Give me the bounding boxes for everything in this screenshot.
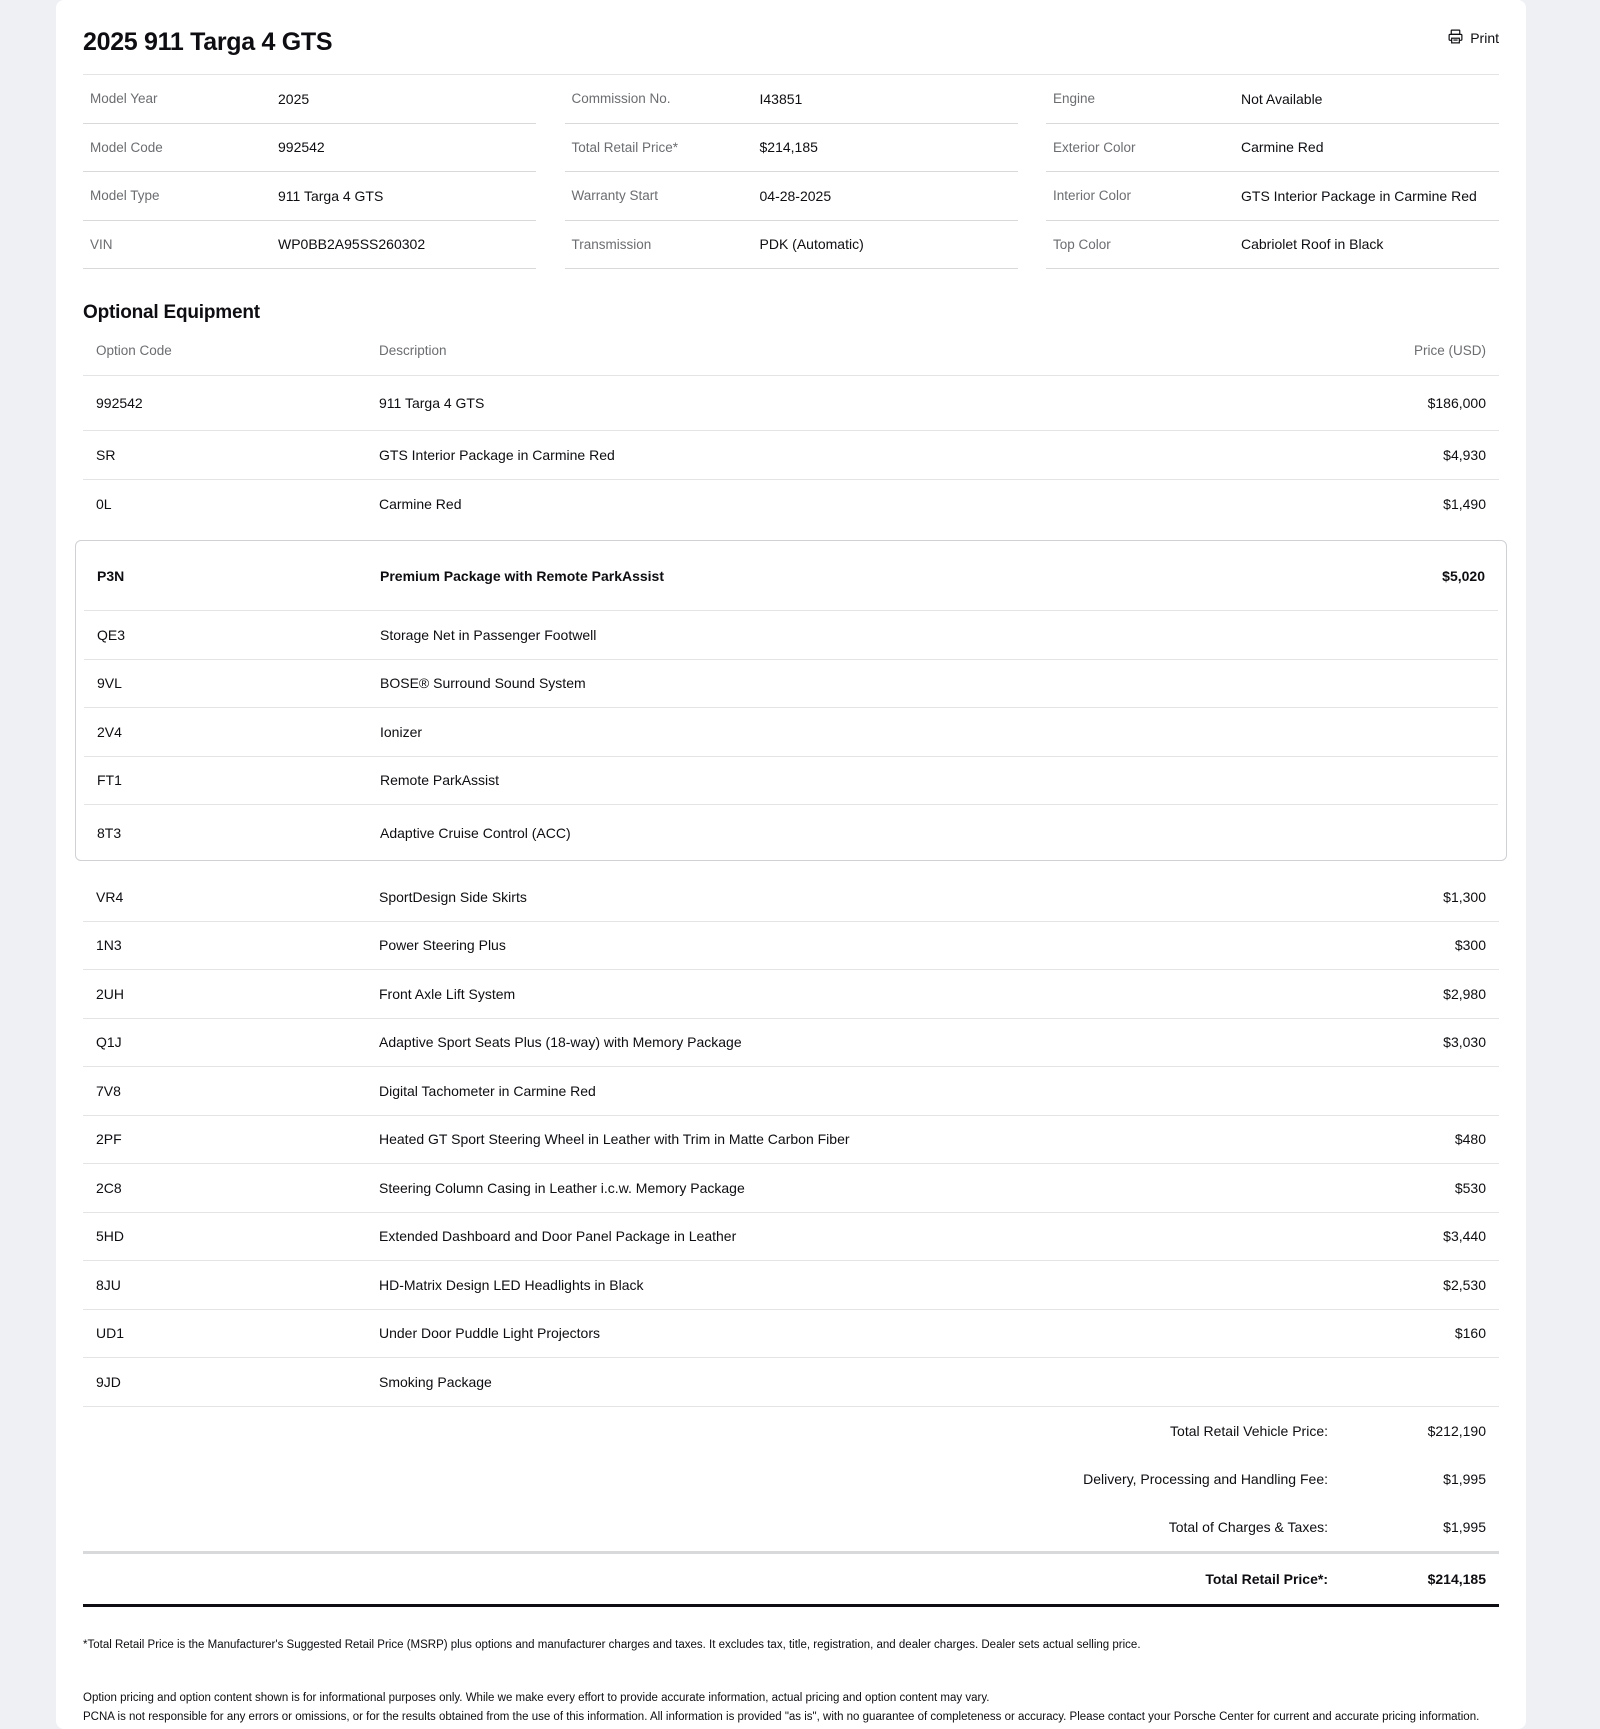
option-code: 1N3 <box>96 937 122 954</box>
option-price: $1,300 <box>1443 888 1486 905</box>
option-description: Power Steering Plus <box>379 937 506 954</box>
total-retail-price-row <box>96 1554 1486 1604</box>
printer-icon <box>1447 28 1464 48</box>
option-row <box>83 431 1499 480</box>
option-description: GTS Interior Package in Carmine Red <box>379 446 615 463</box>
delivery-fee-row <box>96 1455 1486 1503</box>
totals-section <box>83 1407 1499 1607</box>
total-charges-value: $1,995 <box>1443 1518 1486 1535</box>
option-code: Q1J <box>96 1034 122 1051</box>
package-item-code: 2V4 <box>97 723 122 740</box>
package-item-code: FT1 <box>97 772 122 789</box>
option-code: 7V8 <box>96 1082 121 1099</box>
option-description: Digital Tachometer in Carmine Red <box>379 1082 596 1099</box>
package-group <box>75 540 1507 861</box>
spec-row <box>565 124 1018 173</box>
package-item-row <box>84 708 1498 757</box>
spec-label: Engine <box>1053 91 1096 107</box>
spec-value: 2025 <box>278 90 310 107</box>
package-item-row <box>84 757 1498 806</box>
total-vehicle-price-value: $212,190 <box>1427 1422 1486 1439</box>
option-code: UD1 <box>96 1325 125 1342</box>
option-row <box>83 376 1499 431</box>
option-row <box>83 1067 1499 1116</box>
total-charges-label: Total of Charges & Taxes: <box>1168 1518 1328 1535</box>
package-item-description: Ionizer <box>380 723 423 740</box>
spec-row <box>1046 172 1499 221</box>
total-vehicle-price-row <box>96 1407 1486 1455</box>
page-title: 2025 911 Targa 4 GTS <box>83 28 333 56</box>
option-price: $3,440 <box>1443 1228 1486 1245</box>
option-price: $2,980 <box>1443 985 1486 1002</box>
package-description: Premium Package with Remote ParkAssist <box>380 567 665 584</box>
options-rows-before <box>83 376 1499 528</box>
spec-value: Cabriolet Roof in Black <box>1241 236 1384 253</box>
spec-value: GTS Interior Package in Carmine Red <box>1241 187 1477 204</box>
option-description: Carmine Red <box>379 495 462 512</box>
option-row <box>83 970 1499 1019</box>
spec-value: PDK (Automatic) <box>759 236 864 253</box>
package-items <box>84 611 1498 860</box>
option-price: $1,490 <box>1443 495 1486 512</box>
package-price: $5,020 <box>1442 567 1485 584</box>
option-row <box>83 1358 1499 1407</box>
option-code: VR4 <box>96 888 124 905</box>
option-price: $160 <box>1454 1325 1486 1342</box>
package-item-row <box>84 805 1498 860</box>
option-description: Under Door Puddle Light Projectors <box>379 1325 601 1342</box>
option-description: Heated GT Sport Steering Wheel in Leather with Trim in Matte Carbon Fiber <box>379 1131 850 1148</box>
spec-label: Warranty Start <box>571 188 659 204</box>
spec-row <box>565 75 1018 124</box>
totals-bottom-rule <box>83 1604 1499 1607</box>
option-row <box>83 1310 1499 1359</box>
delivery-fee-label: Delivery, Processing and Handling Fee: <box>1083 1470 1328 1487</box>
package-item-description: Adaptive Cruise Control (ACC) <box>380 824 571 841</box>
option-description: SportDesign Side Skirts <box>379 888 527 905</box>
total-vehicle-price-label: Total Retail Vehicle Price: <box>1170 1422 1328 1439</box>
spec-value: 911 Targa 4 GTS <box>278 187 384 204</box>
option-price: $300 <box>1454 937 1486 954</box>
option-code: 992542 <box>96 395 143 411</box>
msrp-footnote: *Total Retail Price is the Manufacturer's Suggested Retail Price (MSRP) plus options and manufacturer charges and taxes. It excludes tax, title, registration, and dealer charges. Dealer sets actual selling price. <box>83 1638 1141 1651</box>
package-item-row <box>84 660 1498 709</box>
disclaimer-line-2: PCNA is not responsible for any errors or omissions, or for the results obtained from the use of this information. All information is provided "as is", with no guarantee of completeness or accuracy. Please contact your Porsche Center for current and accurate pricing information. <box>83 1710 1480 1723</box>
option-row <box>83 922 1499 971</box>
option-code: 9JD <box>96 1373 121 1390</box>
spec-row <box>83 221 536 270</box>
total-charges-row <box>96 1503 1486 1551</box>
spec-row <box>83 124 536 173</box>
option-row <box>83 1213 1499 1262</box>
header <box>83 0 1499 74</box>
package-item-code: 9VL <box>97 675 122 692</box>
spec-label: Exterior Color <box>1053 139 1136 155</box>
total-retail-price-label: Total Retail Price*: <box>1205 1570 1328 1587</box>
spec-value: Not Available <box>1241 90 1323 107</box>
package-code: P3N <box>97 567 125 584</box>
package-item-code: 8T3 <box>97 824 122 841</box>
option-description: HD-Matrix Design LED Headlights in Black <box>379 1276 644 1293</box>
spec-label: VIN <box>90 236 113 252</box>
option-row <box>83 1164 1499 1213</box>
option-code: 0L <box>96 495 112 512</box>
option-code: 2C8 <box>96 1179 122 1196</box>
package-item-description: Storage Net in Passenger Footwell <box>380 626 597 643</box>
delivery-fee-value: $1,995 <box>1443 1470 1486 1487</box>
option-code: 8JU <box>96 1276 121 1293</box>
print-label: Print <box>1470 30 1499 46</box>
vehicle-specs <box>83 74 1499 269</box>
spec-row <box>565 172 1018 221</box>
spec-label: Commission No. <box>571 91 671 107</box>
disclaimer <box>83 1689 1499 1727</box>
option-price: $3,030 <box>1443 1034 1486 1051</box>
spec-value: 04-28-2025 <box>759 187 832 204</box>
spec-row <box>565 221 1018 270</box>
header-description: Description <box>379 343 447 358</box>
option-description: Smoking Package <box>379 1373 492 1390</box>
specs-column-3 <box>1046 75 1499 269</box>
option-price: $4,930 <box>1443 446 1486 463</box>
disclaimer-line-1: Option pricing and option content shown is for informational purposes only. While we make every effort to provide accurate information, actual pricing and option content may vary. <box>83 1691 990 1704</box>
option-code: 5HD <box>96 1228 125 1245</box>
option-code: 2PF <box>96 1131 122 1148</box>
package-item-description: BOSE® Surround Sound System <box>380 675 586 692</box>
spec-label: Model Code <box>90 139 163 155</box>
option-row <box>83 480 1499 529</box>
package-item-code: QE3 <box>97 626 126 643</box>
spec-row <box>1046 75 1499 124</box>
package-header-row <box>84 541 1498 611</box>
option-row <box>83 1116 1499 1165</box>
option-code: 2UH <box>96 985 125 1002</box>
spec-row <box>83 172 536 221</box>
header-price: Price (USD) <box>1413 343 1486 358</box>
option-row <box>83 1261 1499 1310</box>
options-rows-after <box>83 873 1499 1407</box>
option-price: $2,530 <box>1443 1276 1486 1293</box>
option-description: Adaptive Sport Seats Plus (18-way) with Memory Package <box>379 1034 742 1051</box>
options-table-header <box>83 326 1499 376</box>
option-price: $480 <box>1454 1131 1486 1148</box>
specs-column-1 <box>83 75 536 269</box>
option-row <box>83 1019 1499 1068</box>
option-code: SR <box>96 446 116 463</box>
print-button[interactable] <box>1447 28 1499 48</box>
spec-label: Interior Color <box>1053 188 1132 204</box>
spec-label: Total Retail Price* <box>571 139 679 155</box>
package-item-row <box>84 611 1498 660</box>
spec-row <box>83 75 536 124</box>
option-description: Steering Column Casing in Leather i.c.w. Memory Package <box>379 1179 745 1196</box>
spec-row <box>1046 124 1499 173</box>
specs-column-2 <box>565 75 1018 269</box>
spec-value: I43851 <box>759 90 803 107</box>
option-price: $530 <box>1454 1179 1486 1196</box>
spec-row <box>1046 221 1499 270</box>
header-option-code: Option Code <box>96 343 172 358</box>
vehicle-detail-card <box>56 0 1526 1729</box>
option-description: Front Axle Lift System <box>379 985 516 1002</box>
optional-equipment-title: Optional Equipment <box>83 302 260 323</box>
option-description: Extended Dashboard and Door Panel Package in Leather <box>379 1228 737 1245</box>
spec-value: 992542 <box>278 139 325 156</box>
option-price: $186,000 <box>1427 395 1486 411</box>
package-item-description: Remote ParkAssist <box>380 772 500 789</box>
spec-value: Carmine Red <box>1241 139 1324 156</box>
spec-label: Top Color <box>1053 236 1111 252</box>
spec-value: $214,185 <box>759 139 818 156</box>
option-description: 911 Targa 4 GTS <box>379 395 485 411</box>
option-row <box>83 873 1499 922</box>
total-retail-price-value: $214,185 <box>1427 1570 1486 1587</box>
spec-label: Transmission <box>571 236 652 252</box>
spec-label: Model Year <box>90 91 158 107</box>
spec-value: WP0BB2A95SS260302 <box>278 236 426 253</box>
spec-label: Model Type <box>90 188 160 204</box>
